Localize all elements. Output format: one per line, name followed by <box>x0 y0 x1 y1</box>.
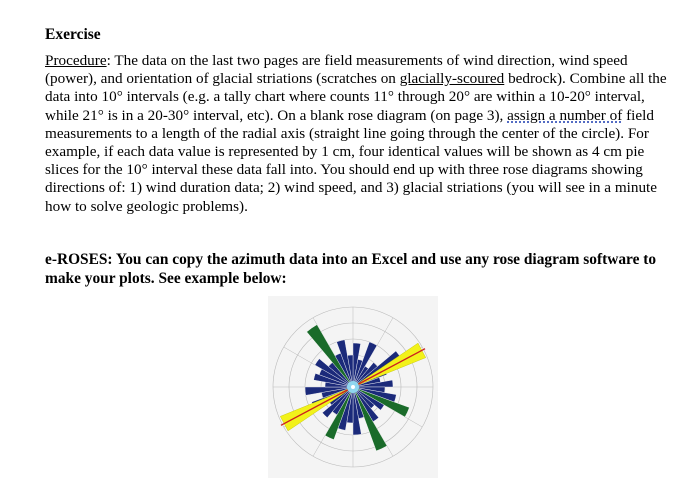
procedure-text-mid2: field measurements to a length of the radial axis (straight line going through the center of the circle). For example, if each data value is represented by 1 cm, four identical values will be shown as 4 cm pie slices for the 10° interval these data fall into. You should end up with three rose diagrams showing directions of: 1) wind duration data; 2) wind speed, and 3) glacial striations (you will see in a minute how to solve geologic problems). <box>45 106 657 215</box>
glacially-scoured-term: glacially-scoured <box>399 70 505 88</box>
rose-diagram <box>268 296 438 478</box>
eroses-paragraph: e-ROSES: You can copy the azimuth data into an Excel and use any rose diagram software to make your plots. See example below: <box>45 251 657 287</box>
exercise-heading: Exercise <box>45 26 101 43</box>
procedure-label: Procedure <box>45 52 107 69</box>
rose-diagram-figure <box>268 296 438 478</box>
procedure-text-mid1: bedrock). Combine all the data into 10° intervals (e.g. a tally chart where counts 11° through 20° are within a 10-20° interval, while 21° is in a 20-30° interval, etc). On a blank rose diagram (on page 3), <box>45 70 667 124</box>
procedure-paragraph <box>45 52 670 216</box>
assign-number-phrase: assign a number of <box>507 106 623 124</box>
procedure-text-intro: : The data on the last two pages are field measurements of wind direction, wind speed (power), and orientation of glacial striations (scratches on <box>45 52 628 88</box>
rose-center-dot <box>351 385 355 389</box>
